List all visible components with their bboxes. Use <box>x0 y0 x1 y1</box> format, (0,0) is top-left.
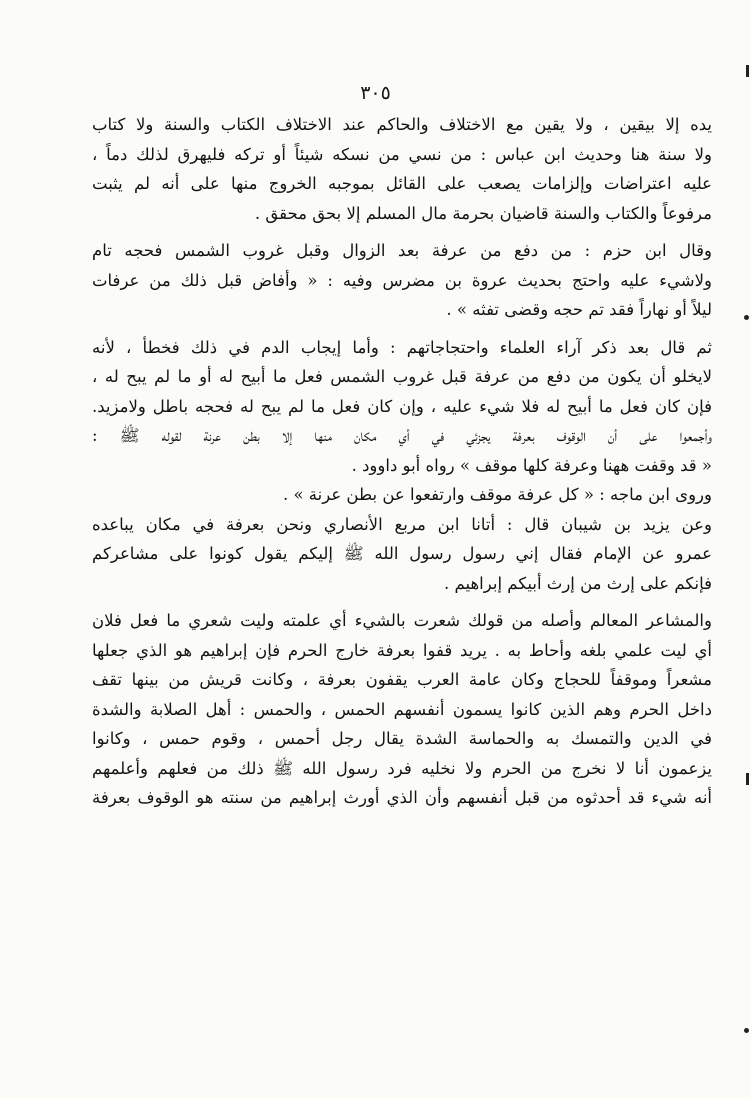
text-line: يده إلا بيقين ، ولا يقين مع الاختلاف والحاكم عند الاختلاف الكتاب والسنة ولا كتاب <box>92 115 712 134</box>
text-line: وأجمعوا على أن الوقوف بعرفة يجزئي في أي مكان منها إلا بطن عرنة لقوله ﷺ : <box>92 426 712 445</box>
text-line: ثم قال بعد ذكر آراء العلماء واحتجاجاتهم : وأما إيجاب الدم في ذلك فخطأ ، لأنه <box>92 337 712 357</box>
scan-edge-mark <box>746 773 749 785</box>
text-line: « قد وقفت ههنا وعرفة كلها موقف » رواه أبو داوود . <box>351 455 712 475</box>
text-line: في الدين والتمسك به والحماسة الشدة يقال رجل أحمس ، وقوم حمس ، وكانوا <box>92 729 712 748</box>
text-line: أي ليت علمي بلغه وأحاط به . يريد قفوا بعرفة خارج الحرم فإن إبراهيم هو الذي جعلها <box>92 640 712 660</box>
page-number: ٣٠٥ <box>360 82 391 104</box>
text-line: ليلاً أو نهاراً فقد تم حجه وقضى تفثه » . <box>446 300 712 319</box>
text-line: داخل الحرم وهم الذين كانوا يسمون أنفسهم الحمس ، والحمس : أهل الصلابة والشدة <box>92 699 712 719</box>
text-line: والمشاعر المعالم وأصله من قولك شعرت بالشيء أي علمته وليت شعري ما فعل فلان <box>92 611 712 630</box>
scan-edge-mark <box>744 1028 749 1033</box>
text-line: عمرو عن الإمام فقال إني رسول رسول الله ﷺ إليكم يقول كونوا على مشاعركم <box>92 544 712 563</box>
text-line: مرفوعاً والكتاب والسنة قاضيان بحرمة مال المسلم إلا بحق محقق . <box>254 203 712 223</box>
text-line: وروى ابن ماجه : « كل عرفة موقف وارتفعوا عن بطن عرنة » . <box>282 485 712 504</box>
body-text <box>92 110 712 813</box>
text-line: فإنكم على إرث من إرث أبيكم إبراهيم . <box>444 573 712 593</box>
text-line: ولاشيء عليه واحتج بحديث عروة بن مضرس وفيه : « وأفاض قبل ذلك من عرفات <box>92 270 712 290</box>
text-line: فإن كان فعل ما أبيح له فلا شيء عليه ، وإن كان فعل ما لم يبح له فحجه باطل ولامزيد. <box>92 396 712 416</box>
text-line: وعن يزيد بن شيبان قال : أتانا ابن مربع الأنصاري ونحن بعرفة في مكان يباعده <box>92 514 712 534</box>
text-line: وقال ابن حزم : من دفع من عرفة بعد الزوال وقبل غروب الشمس فحجه تام <box>92 241 712 260</box>
text-line: مشعراً وموقفاً للحجاج وكان عامة العرب يقفون بعرفة ، وكانت قريش من بينها تقف <box>92 670 712 689</box>
text-line: يزعمون أنا لا نخرج من الحرم ولا نخليه فرد رسول الله ﷺ ذلك من فعلهم وأعلمهم <box>92 758 712 778</box>
scan-edge-mark <box>746 65 749 77</box>
text-line: أنه شيء قد أحدثوه من قبل أنفسهم وأن الذي أورث إبراهيم من سنته هو الوقوف بعرفة <box>92 788 712 807</box>
text-line: عليه اعتراضات وإلزامات يصعب على القائل بموجبه الخروج منها على أنه لم يثبت <box>92 174 712 193</box>
text-line: لايخلو أن يكون من دفع من عرفة قبل غروب الشمس فعل ما أبيح له أو ما لم يبح له ، <box>92 367 712 386</box>
scan-edge-mark <box>744 315 749 320</box>
text-line: ولا سنة هنا وحديث ابن عباس : من نسي من نسكه شيئاً أو تركه فليهرق لذلك دماً ، <box>92 144 712 164</box>
